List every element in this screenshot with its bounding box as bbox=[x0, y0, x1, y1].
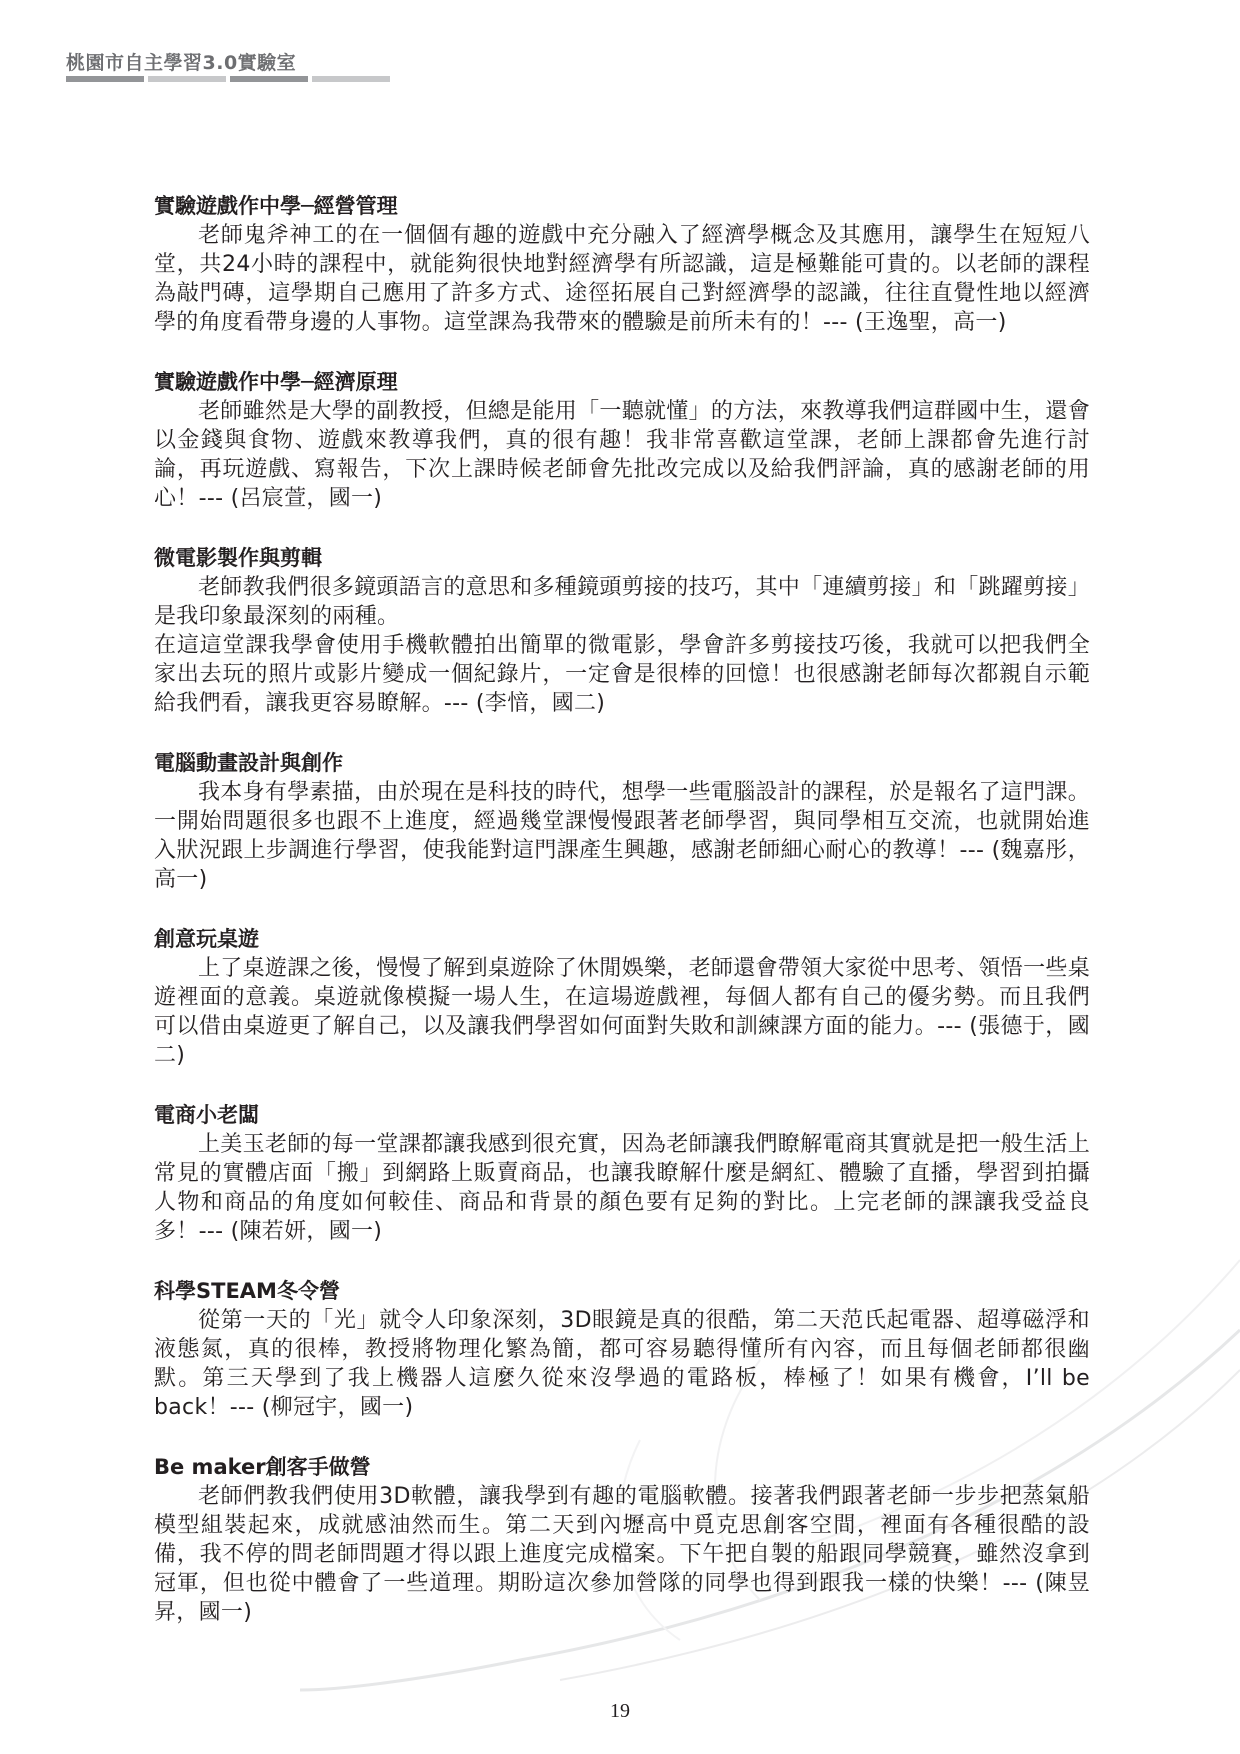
header-bar bbox=[312, 76, 390, 82]
section-computer-animation bbox=[154, 749, 1090, 894]
section-paragraph: 我本身有學素描，由於現在是科技的時代，想學一些電腦設計的課程，於是報名了這門課。一開始問題很多也跟不上進度，經過幾堂課慢慢跟著老師學習，與同學相互交流，也就開始進入狀況跟上步調進行學習，使我能對這門課產生興趣，感謝老師細心耐心的教導！--- (魏嘉彤，高一) bbox=[154, 780, 1091, 892]
header-title: 桃園市自主學習3.0實驗室 bbox=[66, 52, 297, 74]
header-decorative-bars bbox=[66, 76, 390, 82]
section-title: 科學STEAM冬令營 bbox=[154, 1279, 340, 1303]
header-bar bbox=[66, 76, 144, 82]
section-micro-film bbox=[154, 544, 1090, 718]
section-economics-principles bbox=[154, 368, 1090, 513]
section-title: Be maker創客手做營 bbox=[154, 1455, 371, 1479]
section-title: 實驗遊戲作中學─經濟原理 bbox=[154, 370, 398, 394]
section-paragraph: 老師鬼斧神工的在一個個有趣的遊戲中充分融入了經濟學概念及其應用，讓學生在短短八堂，共24小時的課程中，就能夠很快地對經濟學有所認識，這是極難能可貴的。以老師的課程為敲門磚，這學期自己應用了許多方式、途徑拓展自己對經濟學的認識，往往直覺性地以經濟學的角度看帶身邊的人事物。這堂課為我帶來的體驗是前所未有的！--- (王逸聖，高一) bbox=[154, 223, 1090, 335]
section-title: 創意玩桌遊 bbox=[154, 927, 259, 951]
page-number: 19 bbox=[610, 1700, 630, 1722]
section-board-games bbox=[154, 925, 1090, 1070]
section-paragraph: 上美玉老師的每一堂課都讓我感到很充實，因為老師讓我們瞭解電商其實就是把一般生活上常見的實體店面「搬」到網路上販賣商品，也讓我瞭解什麼是網紅、體驗了直播，學習到拍攝人物和商品的角度如何較佳、商品和背景的顏色要有足夠的對比。上完老師的課讓我受益良多！--- (陳若妍，國一) bbox=[154, 1132, 1091, 1244]
section-ecommerce bbox=[154, 1101, 1090, 1246]
section-paragraph: 老師教我們很多鏡頭語言的意思和多種鏡頭剪接的技巧，其中「連續剪接」和「跳躍剪接」是我印象最深刻的兩種。 bbox=[154, 575, 1091, 629]
section-paragraph: 在這這堂課我學會使用手機軟體拍出簡單的微電影，學會許多剪接技巧後，我就可以把我們全家出去玩的照片或影片變成一個紀錄片，一定會是很棒的回憶！也很感謝老師每次都親自示範給我們看，讓我更容易瞭解。--- (李愔，國二) bbox=[154, 633, 1090, 716]
section-paragraph: 從第一天的「光」就令人印象深刻，3D眼鏡是真的很酷，第二天范氏起電器、超導磁浮和液態氮，真的很棒，教授將物理化繁為簡，都可容易聽得懂所有內容，而且每個老師都很幽默。第三天學到了我上機器人這麼久從來沒學過的電路板，棒極了！如果有機會，I’ll be back！--- (柳冠宇，國一) bbox=[154, 1308, 1090, 1420]
section-maker-camp bbox=[154, 1453, 1090, 1627]
section-paragraph: 老師雖然是大學的副教授，但總是能用「一聽就懂」的方法，來教導我們這群國中生，還會以金錢與食物、遊戲來教導我們，真的很有趣！我非常喜歡這堂課，老師上課都會先進行討論，再玩遊戲、寫報告，下次上課時候老師會先批改完成以及給我們評論，真的感謝老師的用心！--- (呂宸萱，國一) bbox=[154, 399, 1091, 511]
section-title: 微電影製作與剪輯 bbox=[154, 546, 322, 570]
section-business-management bbox=[154, 192, 1090, 337]
header-bar bbox=[230, 76, 308, 82]
testimonials-content bbox=[154, 192, 1090, 1658]
section-steam-winter-camp bbox=[154, 1277, 1090, 1422]
header-bar bbox=[148, 76, 226, 82]
section-title: 電腦動畫設計與創作 bbox=[154, 751, 343, 775]
section-paragraph: 上了桌遊課之後，慢慢了解到桌遊除了休閒娛樂，老師還會帶領大家從中思考、領悟一些桌遊裡面的意義。桌遊就像模擬一場人生，在這場遊戲裡，每個人都有自己的優劣勢。而且我們可以借由桌遊更了解自己，以及讓我們學習如何面對失敗和訓練課方面的能力。--- (張德于，國二) bbox=[154, 956, 1091, 1068]
section-paragraph: 老師們教我們使用3D軟體，讓我學到有趣的電腦軟體。接著我們跟著老師一步步把蒸氣船模型組裝起來，成就感油然而生。第二天到內壢高中覓克思創客空間，裡面有各種很酷的設備，我不停的問老師問題才得以跟上進度完成檔案。下午把自製的船跟同學競賽，雖然沒拿到冠軍，但也從中體會了一些道理。期盼這次參加營隊的同學也得到跟我一樣的快樂！--- (陳昱昇，國一) bbox=[154, 1484, 1090, 1625]
section-title: 實驗遊戲作中學─經營管理 bbox=[154, 194, 398, 218]
section-title: 電商小老闆 bbox=[154, 1103, 259, 1127]
running-header bbox=[66, 48, 296, 75]
